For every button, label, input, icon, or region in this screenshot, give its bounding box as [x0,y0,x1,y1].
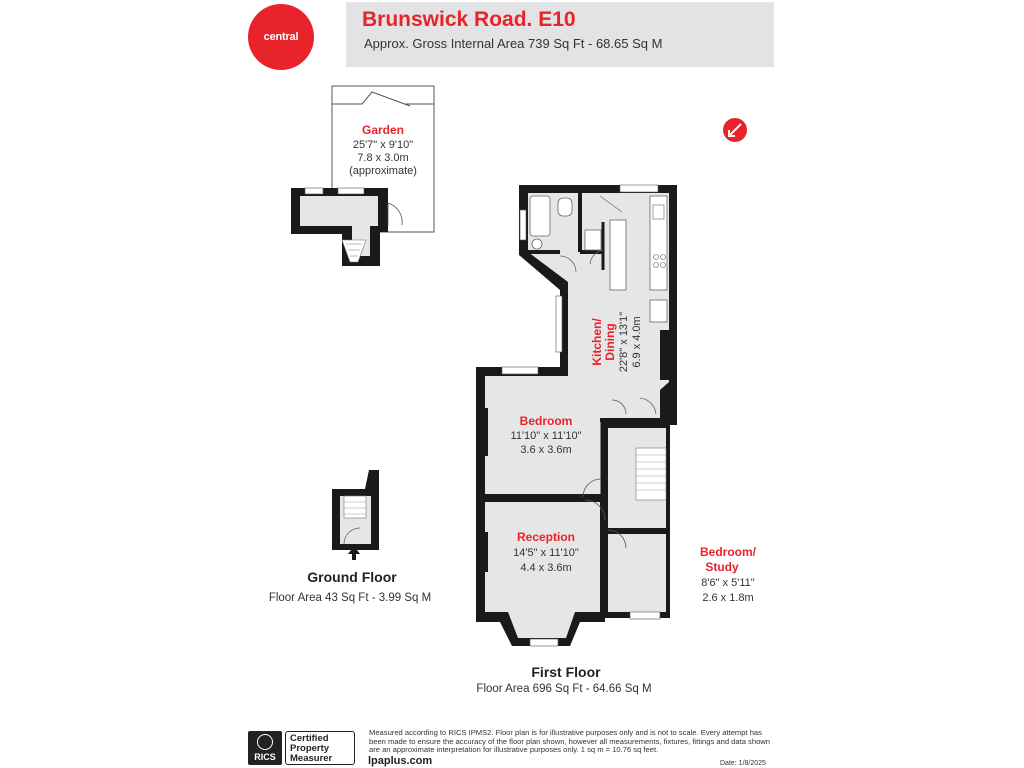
garden-name: Garden [361,123,405,137]
certified-measurer-badge [285,731,355,765]
bedroom-imperial: 11'10" x 11'10" [510,430,582,442]
garden-metric: 7.8 x 3.0m [357,152,409,164]
kitchen-metric: 6.9 x 4.0m [631,316,643,368]
ground-floor-plan [332,470,379,560]
reception-imperial: 14'5" x 11'10" [513,547,579,559]
measurement-disclaimer: Measured according to RICS IPMS2. Floor plan is for illustrative purposes only and is not to scale. Every attempt has been made to ensure the accuracy of the floor plan shown, however all measurements, fixtures, fittings and data shown are an approximate interpretation for illustrative purposes only. 1 sq m = 10.76 sq feet. [369,728,771,755]
staircase [636,448,666,500]
garden-note: (approximate) [349,165,417,177]
first-floor-caption [476,664,651,695]
north-compass-icon [723,118,747,142]
rics-logo [248,731,282,765]
study-name-1: Bedroom/ [699,545,757,559]
rics-emblem-icon [257,734,273,750]
bedroom-name: Bedroom [519,414,573,428]
study-metric: 2.6 x 1.8m [702,592,754,604]
study-imperial: 8'6" x 5'11" [701,577,755,589]
reception-label [513,530,579,574]
kitchen-imperial: 22'8" x 13'1" [618,311,630,373]
first-floor-title: First Floor [531,664,601,680]
first-floor-walls [476,185,677,646]
bedroom-label [511,414,582,456]
brand-logo-text: central [263,30,299,43]
ground-floor-title: Ground Floor [307,569,397,585]
study-label [700,545,757,604]
kitchen-name-1: Kitchen/ [590,318,604,366]
page-title: Brunswick Road. E10 [362,8,576,31]
website-link[interactable]: lpaplus.com [368,755,433,767]
badge-line-3: Measurer [290,753,333,764]
ground-floor-caption [269,569,431,604]
kitchen-name-2: Dining [603,323,617,361]
ground-floor-annex [291,188,402,266]
study-name-2: Study [705,560,739,574]
gross-internal-area: Approx. Gross Internal Area 739 Sq Ft - 68.65 Sq M [364,36,663,51]
badge-line-1: Certified [290,733,329,744]
reception-metric: 4.4 x 3.6m [520,562,572,574]
reception-name: Reception [516,530,576,544]
first-floor-area: Floor Area 696 Sq Ft - 64.66 Sq M [476,683,652,695]
plan-date: Date: 1/8/2025 [720,760,766,767]
rics-logo-text: RICS [254,752,276,762]
ground-floor-area: Floor Area 43 Sq Ft - 3.99 Sq M [268,592,432,604]
bedroom-metric: 3.6 x 3.6m [520,444,572,456]
badge-line-2: Property [290,743,330,754]
garden-imperial: 25'7" x 9'10" [352,139,414,151]
